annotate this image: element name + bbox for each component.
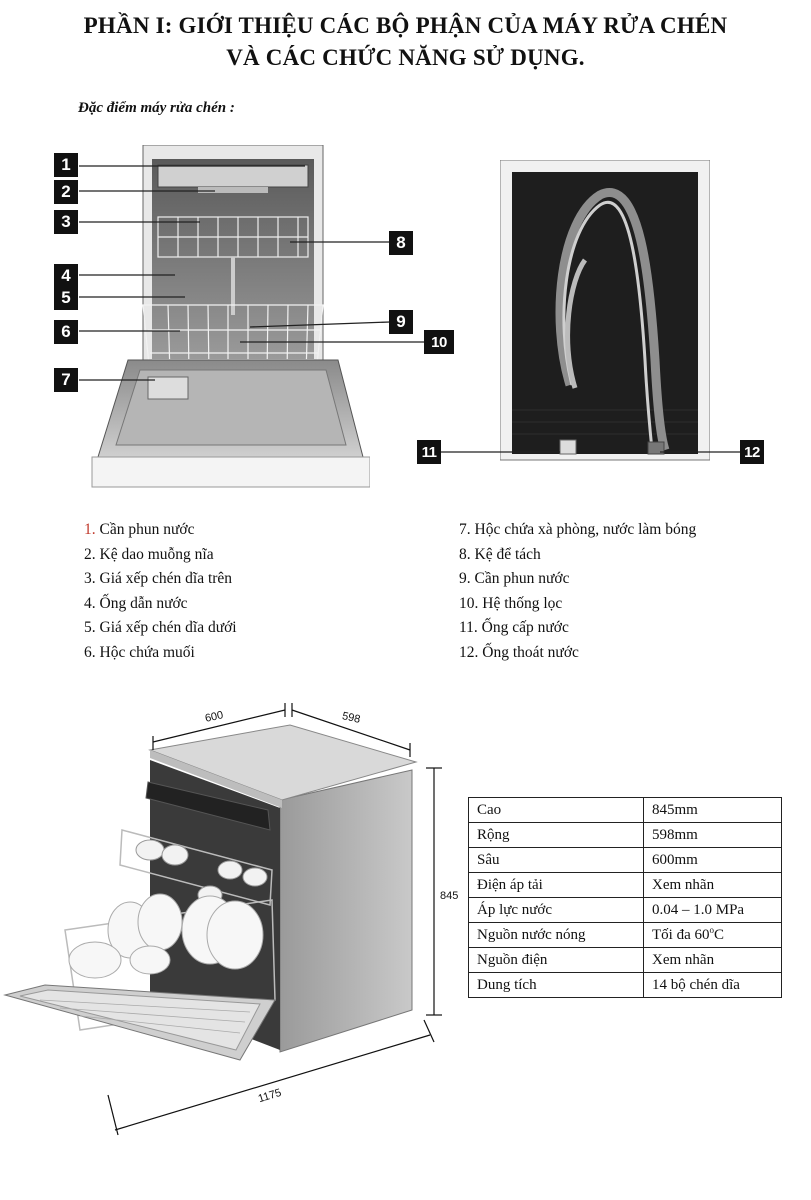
list-item: 12. Ống thoát nước [459,643,579,661]
table-row: Nguồn nước nóng Tối đa 60$^o$C [469,923,782,948]
tag-5: 5 [54,286,78,310]
list-item: 7. Hộc chứa xà phòng, nước làm bóng [459,521,697,538]
dim-width-label: 600 [203,709,225,725]
tag-4: 4 [54,264,78,288]
features-subheading: Đặc điểm máy rửa chén : [78,100,235,116]
tag-11: 11 [417,440,441,464]
list-item: 8. Kệ để tách [459,545,541,563]
list-item: 2. Kệ dao muỗng nĩa [84,545,214,563]
table-row: Sâu 600mm [469,848,782,873]
tag-1: 1 [54,153,78,177]
tag-2: 2 [54,180,78,204]
table-row: Điện áp tải Xem nhãn [469,873,782,898]
list-item: 6. Hộc chứa muối [84,643,195,661]
table-row: Dung tích 14 bộ chén dĩa [469,973,782,998]
tag-12: 12 [740,440,764,464]
tag-9: 9 [389,310,413,334]
dim-depth-label: 598 [340,710,362,726]
title-line-1: PHẦN I: GIỚI THIỆU CÁC BỘ PHẬN CỦA MÁY RỬA CHÉN [83,13,728,38]
tag-3: 3 [54,210,78,234]
list-item: 5. Giá xếp chén dĩa dưới [84,619,237,636]
tag-8: 8 [389,231,413,255]
dishwasher-dimension-drawing [0,690,460,1150]
tag-6: 6 [54,320,78,344]
list-item: 1. Cần phun nước [84,521,195,538]
list-item: 9. Cần phun nước [459,570,570,587]
tag-10: 10 [424,330,454,354]
list-item: 10. Hệ thống lọc [459,594,563,612]
list-item: 3. Giá xếp chén dĩa trên [84,570,233,587]
tag-7: 7 [54,368,78,392]
parts-list-left [84,518,237,665]
list-item: 4. Ống dẫn nước [84,594,188,612]
dim-height-label: 845 [440,890,459,902]
title-line-2: VÀ CÁC CHỨC NĂNG SỬ DỤNG. [226,45,585,70]
table-row: Áp lực nước 0.04 – 1.0 MPa [469,898,782,923]
list-item: 11. Ống cấp nước [459,619,569,636]
parts-list-right [459,518,696,665]
dim-open-depth-label: 1175 [256,1086,283,1106]
spec-table [468,797,782,998]
back-leader-lines [0,0,811,500]
table-row: Nguồn điện Xem nhãn [469,948,782,973]
table-row: Rộng 598mm [469,823,782,848]
table-row: Cao 845mm [469,798,782,823]
